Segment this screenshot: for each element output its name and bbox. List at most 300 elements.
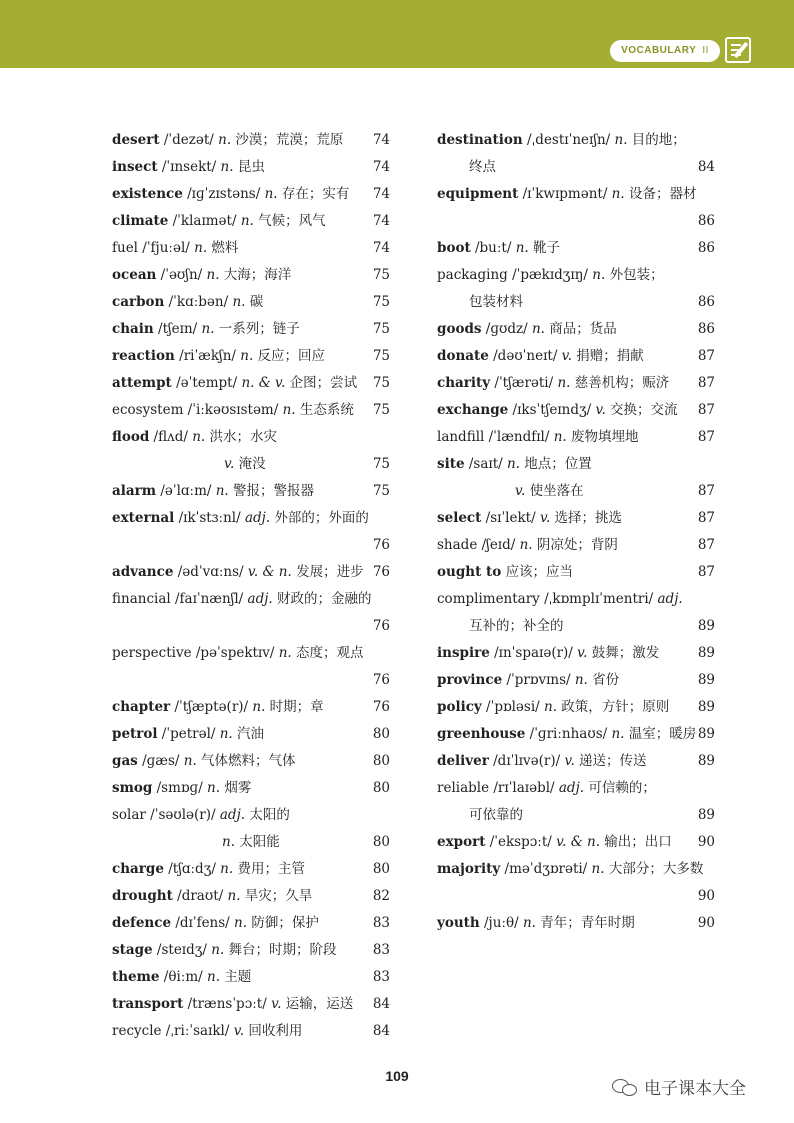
vocab-page: 74 xyxy=(372,159,390,175)
vocab-word: reaction xyxy=(112,348,175,364)
vocab-meaning: 太阳的 xyxy=(245,807,290,823)
vocab-phonetic: /ədˈvɑːns/ xyxy=(173,564,248,580)
vocab-meaning: 可依靠的 xyxy=(469,807,523,823)
section-badge xyxy=(610,40,720,62)
vocab-phonetic: /smɒɡ/ xyxy=(152,780,208,796)
vocab-entry xyxy=(112,208,390,235)
vocab-word: province xyxy=(437,672,503,688)
vocab-entry xyxy=(437,775,715,802)
vocab-meaning: 递送；传送 xyxy=(574,753,647,769)
vocab-entry xyxy=(112,1018,390,1045)
vocab-entry xyxy=(112,370,390,397)
vocab-word: perspective xyxy=(112,645,192,661)
vocab-meaning: 财政的；金融的 xyxy=(272,591,372,607)
vocab-phonetic: /ˈklaɪmət/ xyxy=(168,213,241,229)
vocab-pos: n. xyxy=(515,240,529,256)
vocab-page: 89 xyxy=(697,645,715,661)
vocab-word: shade xyxy=(437,537,478,553)
vocab-phonetic: /flʌd/ xyxy=(149,429,193,445)
vocab-pos: n. xyxy=(218,132,232,148)
vocab-phonetic: /dɪˈfens/ xyxy=(171,915,235,931)
vocab-page: 84 xyxy=(372,996,390,1012)
badge-suffix: II xyxy=(702,45,709,56)
vocab-word: equipment xyxy=(437,186,519,202)
vocab-page: 84 xyxy=(372,1023,390,1039)
vocab-pos: adj. xyxy=(657,591,683,607)
vocab-phonetic: /ɪksˈtʃeɪndʒ/ xyxy=(508,402,596,418)
vocab-word: ecosystem xyxy=(112,402,184,418)
vocab-word: charge xyxy=(112,861,164,877)
wechat-icon xyxy=(612,1077,638,1097)
vocab-meaning: 终点 xyxy=(469,159,496,175)
vocab-phonetic: /saɪt/ xyxy=(464,456,507,472)
vocab-meaning: 大部分；大多数 xyxy=(604,861,704,877)
vocab-meaning: 输出；出口 xyxy=(600,834,672,850)
vocab-pos: v. xyxy=(564,753,575,769)
vocab-meaning: 时期；章 xyxy=(265,699,324,715)
vocab-entry xyxy=(112,964,390,991)
vocab-entry xyxy=(112,991,390,1018)
vocab-word: defence xyxy=(112,915,172,931)
vocab-meaning: 鼓舞；激发 xyxy=(587,645,660,661)
vocab-word: site xyxy=(437,456,465,472)
vocab-page: 80 xyxy=(372,834,390,850)
vocab-word: smog xyxy=(112,780,153,796)
vocab-phonetic: /ˈlændfɪl/ xyxy=(484,429,554,445)
vocab-pos: n. xyxy=(220,159,234,175)
vocab-word: theme xyxy=(112,969,160,985)
vocab-pos: n. xyxy=(252,699,266,715)
vocab-page: 76 xyxy=(372,699,390,715)
vocab-pos: n. xyxy=(232,294,246,310)
vocab-meaning: 互补的；补全的 xyxy=(469,618,564,634)
vocab-page: 84 xyxy=(697,159,715,175)
vocab-pos: v. xyxy=(595,402,606,418)
vocab-word: recycle xyxy=(112,1023,162,1039)
vocab-phonetic: /məˈdʒɒrəti/ xyxy=(500,861,592,877)
vocab-phonetic: /ˈəʊʃn/ xyxy=(156,267,207,283)
vocab-entry xyxy=(437,829,715,856)
vocab-entry xyxy=(437,910,715,937)
vocab-entry xyxy=(112,505,390,532)
vocab-phonetic: /ˌdestɪˈneɪʃn/ xyxy=(522,132,615,148)
vocab-pos: n. xyxy=(574,672,588,688)
vocab-entry xyxy=(112,721,390,748)
vocab-meaning: 商品；货品 xyxy=(544,321,617,337)
vocab-word: landfill xyxy=(437,429,485,445)
vocab-word: advance xyxy=(112,564,174,580)
vocab-word: goods xyxy=(437,321,482,337)
vocab-entry xyxy=(112,640,390,667)
vocab-page: 76 xyxy=(372,672,390,688)
vocab-meaning: 防御；保护 xyxy=(247,915,319,931)
vocab-meaning: 选择；挑选 xyxy=(550,510,623,526)
vocab-phonetic: /ˈdezət/ xyxy=(159,132,219,148)
vocab-entry xyxy=(112,451,390,478)
vocab-entry xyxy=(112,667,390,694)
vocab-entry xyxy=(112,289,390,316)
vocab-page: 75 xyxy=(372,348,390,364)
vocab-word: gas xyxy=(112,753,138,769)
vocab-page: 89 xyxy=(697,672,715,688)
vocab-meaning: 温室；暖房 xyxy=(624,726,697,742)
vocab-pos: n. & v. xyxy=(241,375,286,391)
vocab-pos: n. xyxy=(194,240,208,256)
vocab-meaning: 企图；尝试 xyxy=(285,375,358,391)
vocab-entry xyxy=(437,127,715,154)
vocab-entry xyxy=(437,748,715,775)
vocab-entry xyxy=(112,316,390,343)
vocab-page: 74 xyxy=(372,132,390,148)
vocab-word: deliver xyxy=(437,753,489,769)
vocab-pos: v. xyxy=(271,996,282,1012)
vocab-pos: n. xyxy=(264,186,278,202)
vocab-pos: v. xyxy=(515,483,526,499)
vocab-phonetic: /əˈlɑːm/ xyxy=(156,483,216,499)
vocab-word: external xyxy=(112,510,175,526)
vocab-phonetic: /ˈfjuːəl/ xyxy=(138,240,195,256)
vocab-entry xyxy=(112,181,390,208)
vocab-meaning: 沙漠；荒漠；荒原 xyxy=(231,132,344,148)
vocab-pos: adj. xyxy=(247,591,273,607)
vocab-meaning: 一系列；链子 xyxy=(214,321,300,337)
vocab-meaning: 应该；应当 xyxy=(505,564,574,580)
vocab-meaning: 捐赠；捐献 xyxy=(572,348,644,364)
vocab-meaning: 靴子 xyxy=(528,240,560,256)
vocab-page: 86 xyxy=(697,213,715,229)
vocab-pos: n. xyxy=(183,753,197,769)
vocab-meaning: 碳 xyxy=(245,294,264,310)
vocab-meaning: 旱灾；久旱 xyxy=(240,888,313,904)
vocab-pos: v. xyxy=(577,645,588,661)
vocab-word: boot xyxy=(437,240,471,256)
vocab-entry xyxy=(437,802,715,829)
vocab-phonetic: /ˈprɒvɪns/ xyxy=(502,672,575,688)
vocab-entry xyxy=(112,613,390,640)
vocab-entry xyxy=(437,397,715,424)
vocab-meaning: 外部的；外面的 xyxy=(270,510,369,526)
vocab-meaning: 包装材料 xyxy=(469,294,523,310)
vocab-phonetic: /ˈiːkəʊsɪstəm/ xyxy=(183,402,283,418)
vocab-pos: n. xyxy=(557,375,571,391)
vocab-meaning: 青年；青年时期 xyxy=(535,915,635,931)
vocab-pos: n. xyxy=(220,861,234,877)
vocab-phonetic: /riˈækʃn/ xyxy=(174,348,241,364)
vocab-phonetic: /ˌkɒmplɪˈmentri/ xyxy=(539,591,658,607)
vocab-phonetic: /ˈɡriːnhaʊs/ xyxy=(525,726,612,742)
vocab-word: ought to xyxy=(437,564,502,580)
vocab-page: 89 xyxy=(697,618,715,634)
vocab-meaning: 设备；器材 xyxy=(624,186,697,202)
vocab-phonetic: /ɪɡˈzɪstəns/ xyxy=(182,186,265,202)
vocab-pos: n. xyxy=(207,969,220,985)
vocab-phonetic: /ˈsəʊlə(r)/ xyxy=(145,807,220,823)
vocab-meaning: 发展；进步 xyxy=(291,564,364,580)
vocab-word: ocean xyxy=(112,267,157,283)
vocab-pos: n. xyxy=(282,402,296,418)
vocab-entry xyxy=(112,397,390,424)
vocab-page: 87 xyxy=(697,510,715,526)
vocab-meaning: 燃料 xyxy=(207,240,239,256)
vocab-page: 86 xyxy=(697,294,715,310)
vocab-meaning: 洪水；水灾 xyxy=(205,429,278,445)
vocab-entry xyxy=(437,856,715,883)
vocab-word: export xyxy=(437,834,486,850)
vocab-entry xyxy=(112,127,390,154)
vocab-pos: adj. xyxy=(558,780,585,796)
vocab-column-left xyxy=(112,127,390,1045)
vocab-pos: n. xyxy=(219,726,233,742)
vocab-page: 90 xyxy=(697,915,715,931)
vocab-entry xyxy=(437,208,715,235)
vocab-page: 75 xyxy=(372,321,390,337)
vocab-meaning: 运输，运送 xyxy=(281,996,354,1012)
vocab-meaning: 态度；观点 xyxy=(291,645,364,661)
vocab-meaning: 交换；交流 xyxy=(605,402,678,418)
vocab-pos: n. xyxy=(222,834,235,850)
vocab-page: 74 xyxy=(372,213,390,229)
vocab-phonetic: /ˈtʃæptə(r)/ xyxy=(170,699,253,715)
vocab-entry xyxy=(437,721,715,748)
vocab-page: 83 xyxy=(372,969,390,985)
vocab-meaning: 主题 xyxy=(220,969,252,985)
vocab-meaning: 慈善机构；赈济 xyxy=(570,375,670,391)
vocab-word: insect xyxy=(112,159,158,175)
vocab-phonetic: /draʊt/ xyxy=(172,888,228,904)
vocab-page: 87 xyxy=(697,402,715,418)
vocab-pos: n. xyxy=(211,942,225,958)
vocab-meaning: 气体燃料；气体 xyxy=(196,753,296,769)
vocab-meaning: 存在；实有 xyxy=(277,186,350,202)
watermark-text: 电子课本大全 xyxy=(644,1079,746,1099)
vocab-entry xyxy=(112,478,390,505)
watermark xyxy=(612,1074,746,1099)
vocab-phonetic: /buːt/ xyxy=(470,240,516,256)
vocab-phonetic: /ɡæs/ xyxy=(137,753,184,769)
vocab-pos: v. xyxy=(233,1023,245,1039)
vocab-word: flood xyxy=(112,429,150,445)
vocab-meaning: 省份 xyxy=(587,672,620,688)
vocab-word: transport xyxy=(112,996,184,1012)
vocab-phonetic: /ɪnˈspaɪə(r)/ xyxy=(489,645,578,661)
vocab-pos: adj. xyxy=(219,807,246,823)
vocab-entry xyxy=(437,505,715,532)
vocab-phonetic: /tʃeɪn/ xyxy=(153,321,202,337)
vocab-meaning: 目的地； xyxy=(627,132,686,148)
vocab-meaning: 昆虫 xyxy=(233,159,265,175)
vocab-phonetic: /sɪˈlekt/ xyxy=(481,510,540,526)
vocab-phonetic: /rɪˈlaɪəbl/ xyxy=(489,780,559,796)
vocab-meaning: 大海；海洋 xyxy=(219,267,292,283)
vocab-word: climate xyxy=(112,213,169,229)
vocab-entry xyxy=(437,586,715,613)
vocab-meaning: 汽油 xyxy=(232,726,265,742)
vocab-pos: n. xyxy=(227,888,241,904)
vocab-entry xyxy=(437,532,715,559)
vocab-page: 75 xyxy=(372,294,390,310)
vocab-phonetic: /ˈpækɪdʒɪŋ/ xyxy=(507,267,593,283)
vocab-phonetic: /ʃeɪd/ xyxy=(477,537,520,553)
vocab-phonetic: /θiːm/ xyxy=(159,969,207,985)
vocab-entry xyxy=(437,181,715,208)
vocab-page: 87 xyxy=(697,429,715,445)
vocab-page: 90 xyxy=(697,888,715,904)
vocab-word: majority xyxy=(437,861,501,877)
vocab-meaning: 使坐落在 xyxy=(525,483,584,499)
vocab-page: 87 xyxy=(697,564,715,580)
vocab-pos: n. xyxy=(278,645,292,661)
vocab-pos: n. xyxy=(611,726,625,742)
vocab-entry xyxy=(437,640,715,667)
vocab-entry xyxy=(437,667,715,694)
vocab-meaning: 外包装； xyxy=(605,267,664,283)
vocab-pos: n. xyxy=(614,132,628,148)
vocab-entry xyxy=(437,289,715,316)
vocab-word: drought xyxy=(112,888,173,904)
vocab-page: 87 xyxy=(697,537,715,553)
vocab-phonetic: /əˈtempt/ xyxy=(171,375,242,391)
vocab-entry xyxy=(437,424,715,451)
vocab-phonetic: /tʃɑːdʒ/ xyxy=(163,861,221,877)
vocab-page: 75 xyxy=(372,375,390,391)
vocab-phonetic: /ɪˈkwɪpmənt/ xyxy=(518,186,612,202)
vocab-word: charity xyxy=(437,375,491,391)
vocab-entry xyxy=(437,343,715,370)
vocab-pos: n. xyxy=(522,915,536,931)
vocab-phonetic: /juːθ/ xyxy=(479,915,523,931)
vocab-pos: n. xyxy=(506,456,520,472)
vocab-entry xyxy=(437,613,715,640)
vocab-entry xyxy=(437,235,715,262)
vocab-phonetic: /dɪˈlɪvə(r)/ xyxy=(488,753,565,769)
vocab-page: 74 xyxy=(372,186,390,202)
vocab-pos: n. xyxy=(519,537,533,553)
vocab-page: 80 xyxy=(372,753,390,769)
vocab-entry xyxy=(112,694,390,721)
vocab-entry xyxy=(437,262,715,289)
vocab-pos: n. xyxy=(234,915,248,931)
vocab-pos: v. & n. xyxy=(556,834,601,850)
vocab-page: 75 xyxy=(372,267,390,283)
vocab-phonetic: /ˈpetrəl/ xyxy=(157,726,220,742)
vocab-pos: n. xyxy=(611,186,625,202)
vocab-entry xyxy=(112,829,390,856)
vocab-meaning: 阴凉处；背阴 xyxy=(532,537,618,553)
vocab-word: exchange xyxy=(437,402,509,418)
vocab-page: 82 xyxy=(372,888,390,904)
vocab-word: inspire xyxy=(437,645,490,661)
vocab-meaning: 烟雾 xyxy=(220,780,252,796)
vocab-pos: n. xyxy=(192,429,206,445)
vocab-pos: v. xyxy=(539,510,551,526)
vocab-entry xyxy=(437,478,715,505)
vocab-page: 83 xyxy=(372,915,390,931)
vocab-entry xyxy=(437,451,715,478)
vocab-word: petrol xyxy=(112,726,158,742)
vocab-page: 83 xyxy=(372,942,390,958)
vocab-word: financial xyxy=(112,591,171,607)
vocab-page: 89 xyxy=(697,699,715,715)
vocab-phonetic: /faɪˈnænʃl/ xyxy=(170,591,248,607)
badge-label: VOCABULARY xyxy=(621,45,697,56)
vocab-meaning: 回收利用 xyxy=(244,1023,303,1039)
vocab-meaning: 可信赖的； xyxy=(584,780,656,796)
vocab-meaning: 反应；回应 xyxy=(253,348,326,364)
vocab-pos: n. xyxy=(591,861,605,877)
vocab-word: attempt xyxy=(112,375,172,391)
vocab-page: 89 xyxy=(697,807,715,823)
vocab-word: youth xyxy=(437,915,480,931)
vocab-entry xyxy=(112,343,390,370)
vocab-phonetic: /ˈɪnsekt/ xyxy=(157,159,221,175)
vocab-pos: v. xyxy=(561,348,572,364)
vocab-pos: n. xyxy=(206,267,220,283)
vocab-phonetic: /ˌriːˈsaɪkl/ xyxy=(161,1023,234,1039)
vocab-entry xyxy=(112,856,390,883)
vocab-entry xyxy=(437,370,715,397)
vocab-phonetic: /trænsˈpɔːt/ xyxy=(183,996,272,1012)
vocab-entry xyxy=(112,748,390,775)
vocab-phonetic: /ɡʊdz/ xyxy=(481,321,532,337)
vocab-pos: n. xyxy=(240,213,254,229)
notebook-pen-icon xyxy=(725,37,751,63)
vocab-pos: n. xyxy=(592,267,606,283)
vocab-pos: n. xyxy=(544,699,557,715)
vocab-page: 76 xyxy=(372,564,390,580)
vocab-word: desert xyxy=(112,132,160,148)
vocab-meaning: 太阳能 xyxy=(235,834,280,850)
vocab-page: 87 xyxy=(697,348,715,364)
vocab-page: 86 xyxy=(697,321,715,337)
vocab-entry xyxy=(437,883,715,910)
vocab-meaning: 气候；风气 xyxy=(253,213,326,229)
vocab-word: fuel xyxy=(112,240,138,256)
vocab-word: packaging xyxy=(437,267,508,283)
vocab-meaning: 政策，方针；原则 xyxy=(557,699,670,715)
vocab-entry xyxy=(112,937,390,964)
vocab-word: policy xyxy=(437,699,482,715)
vocab-page: 87 xyxy=(697,483,715,499)
vocab-entry xyxy=(112,802,390,829)
vocab-pos: n. xyxy=(531,321,545,337)
vocab-phonetic: /pəˈspektɪv/ xyxy=(191,645,279,661)
vocab-word: chain xyxy=(112,321,154,337)
vocab-pos: n. xyxy=(207,780,221,796)
vocab-page: 80 xyxy=(372,726,390,742)
vocab-page: 75 xyxy=(372,456,390,472)
vocab-pos: n. xyxy=(201,321,215,337)
vocab-entry xyxy=(112,586,390,613)
vocab-word: existence xyxy=(112,186,183,202)
vocab-page: 80 xyxy=(372,861,390,877)
vocab-phonetic: /ˈtʃærəti/ xyxy=(490,375,558,391)
vocab-entry xyxy=(112,775,390,802)
vocab-entry xyxy=(437,694,715,721)
vocab-column-right xyxy=(437,127,715,937)
vocab-phonetic: /dəʊˈneɪt/ xyxy=(488,348,562,364)
vocab-word: complimentary xyxy=(437,591,540,607)
vocab-word: chapter xyxy=(112,699,171,715)
vocab-pos: v. xyxy=(224,456,235,472)
vocab-word: stage xyxy=(112,942,153,958)
vocab-meaning: 费用；主管 xyxy=(233,861,305,877)
vocab-page: 86 xyxy=(697,240,715,256)
vocab-entry xyxy=(112,883,390,910)
vocab-pos: v. & n. xyxy=(247,564,292,580)
vocab-phonetic: /ˈpɒləsi/ xyxy=(481,699,544,715)
vocab-phonetic: /ˈkɑːbən/ xyxy=(164,294,233,310)
vocab-pos: n. xyxy=(240,348,254,364)
